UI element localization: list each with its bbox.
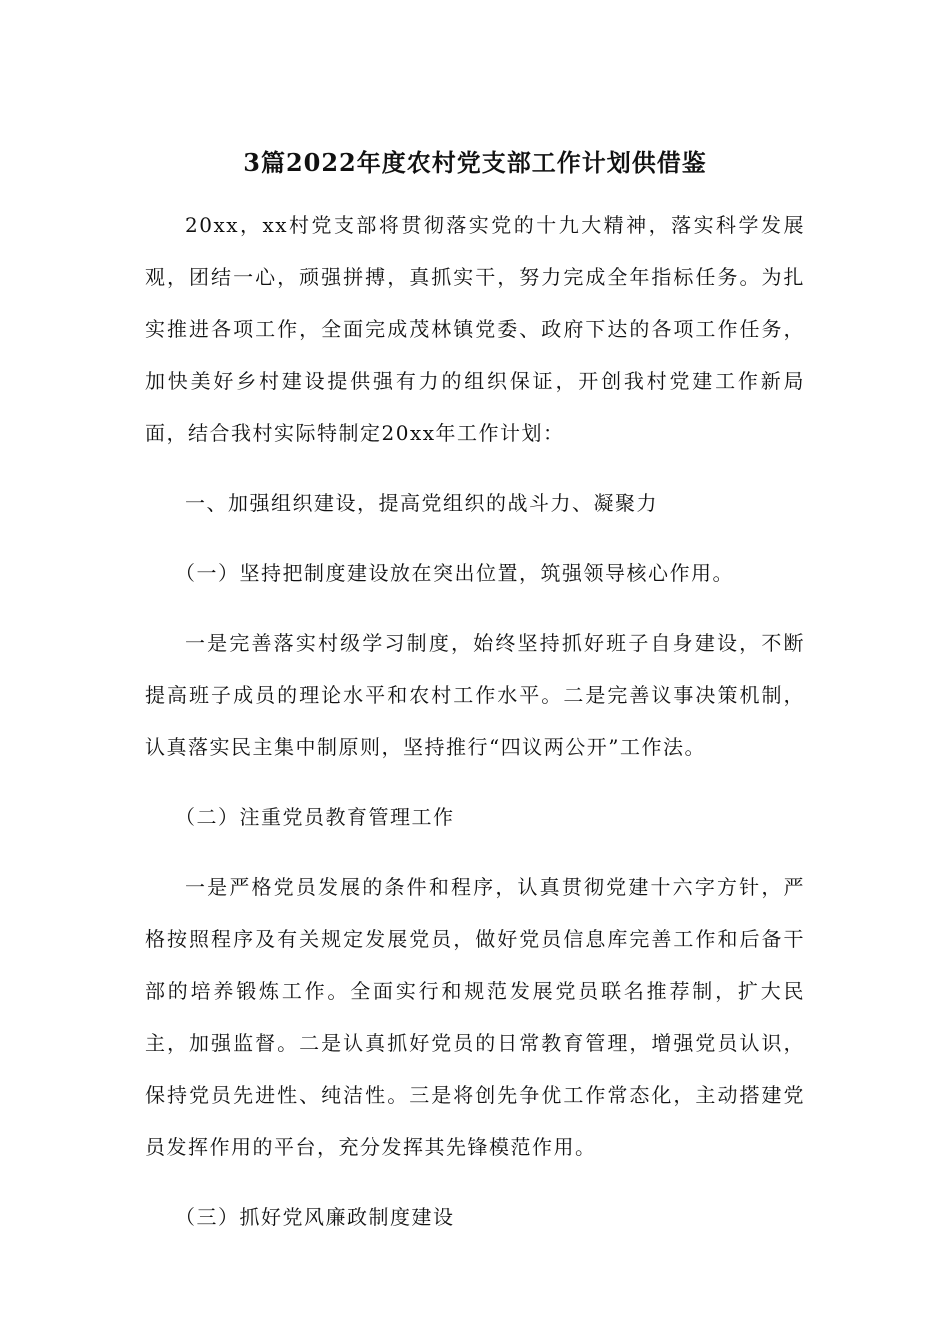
subsection-heading-member-education: （二）注重党员教育管理工作 [175,805,455,829]
document-title: 3篇2022年度农村党支部工作计划供借鉴 [243,148,707,177]
document-body [145,199,805,1261]
subsection-heading-clean-governance: （三）抓好党风廉政制度建设 [175,1205,455,1229]
paragraph-system-building: 一是完善落实村级学习制度，始终坚持抓好班子自身建设，不断提高班子成员的理论水平和农村工作水平。二是完善议事决策机制，认真落实民主集中制原则，坚持推行“四议两公开”工作法。 [145,631,805,759]
paragraph-member-education: 一是严格党员发展的条件和程序，认真贯彻党建十六字方针，严格按照程序及有关规定发展党员，做好党员信息库完善工作和后备干部的培养锻炼工作。全面实行和规范发展党员联名推荐制，扩大民主，加强监督。二是认真抓好党员的日常教育管理，增强党员认识，保持党员先进性、纯洁性。三是将创先争优工作常态化，主动搭建党员发挥作用的平台，充分发挥其先锋模范作用。 [145,875,805,1159]
subsection-heading-system-building: （一）坚持把制度建设放在突出位置，筑强领导核心作用。 [175,561,734,585]
intro-paragraph: 20xx，xx村党支部将贯彻落实党的十九大精神，落实科学发展观，团结一心，顽强拼搏，真抓实干，努力完成全年指标任务。为扎实推进各项工作，全面完成茂林镇党委、政府下达的各项工作任务，加快美好乡村建设提供强有力的组织保证，开创我村党建工作新局面，结合我村实际特制定20xx年工作计划： [145,213,805,445]
section-heading-organization: 一、加强组织建设，提高党组织的战斗力、凝聚力 [185,491,658,515]
